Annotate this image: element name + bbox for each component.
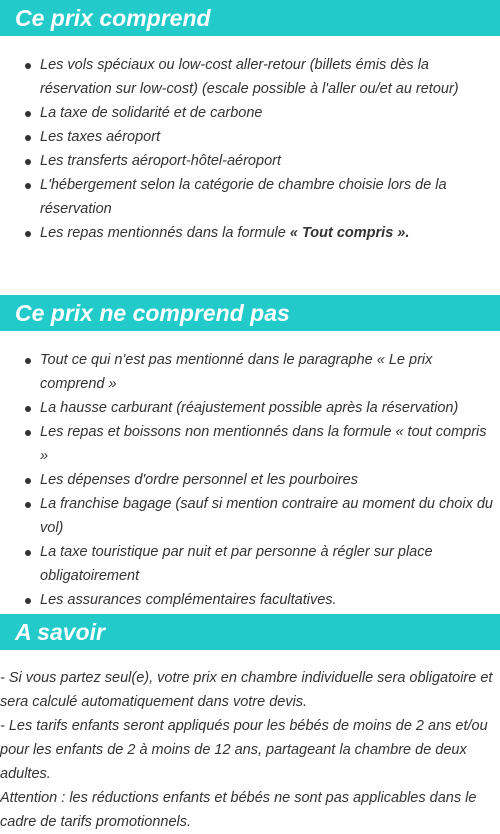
excludes-list <box>0 348 500 612</box>
list-item: Les dépenses d'ordre personnel et les pourboires <box>40 468 496 492</box>
list-item: Les vols spéciaux ou low-cost aller-retour (billets émis dès la réservation sur low-cost) (escale possible à l'aller ou/et au retour) <box>40 53 496 101</box>
list-item: La taxe touristique par nuit et par personne à régler sur place obligatoirement <box>40 540 496 588</box>
excludes-section <box>0 295 500 612</box>
info-text <box>0 666 500 834</box>
info-header: A savoir <box>0 614 500 650</box>
info-line-single: - Si vous partez seul(e), votre prix en chambre individuelle sera obligatoire et sera calculé automatiquement dans votre devis. <box>0 670 493 710</box>
list-item: La taxe de solidarité et de carbone <box>40 101 496 125</box>
list-item <box>40 221 496 245</box>
list-item: La hausse carburant (réajustement possible après la réservation) <box>40 396 496 420</box>
meals-item-text: Les repas mentionnés dans la formule <box>40 225 290 241</box>
list-item: Les taxes aéroport <box>40 125 496 149</box>
excludes-header: Ce prix ne comprend pas <box>0 295 500 331</box>
info-line-children: - Les tarifs enfants seront appliqués pour les bébés de moins de 2 ans et/ou pour les enfants de 2 à moins de 12 ans, partageant la chambre de deux adultes. <box>0 718 488 782</box>
list-item: Les assurances complémentaires facultatives. <box>40 588 496 612</box>
includes-list <box>0 53 500 245</box>
list-item: Les repas et boissons non mentionnés dans la formule « tout compris » <box>40 420 496 468</box>
includes-header: Ce prix comprend <box>0 0 500 36</box>
all-inclusive-label: « Tout compris ». <box>289 225 410 241</box>
list-item: La franchise bagage (sauf si mention contraire au moment du choix du vol) <box>40 492 496 540</box>
includes-section <box>0 0 500 245</box>
list-item: Tout ce qui n'est pas mentionné dans le paragraphe « Le prix comprend » <box>40 348 496 396</box>
info-line-attention: Attention : les réductions enfants et bébés ne sont pas applicables dans le cadre de tarifs promotionnels. <box>0 790 477 830</box>
list-item: L'hébergement selon la catégorie de chambre choisie lors de la réservation <box>40 173 496 221</box>
list-item: Les transferts aéroport-hôtel-aéroport <box>40 149 496 173</box>
info-section <box>0 614 500 834</box>
